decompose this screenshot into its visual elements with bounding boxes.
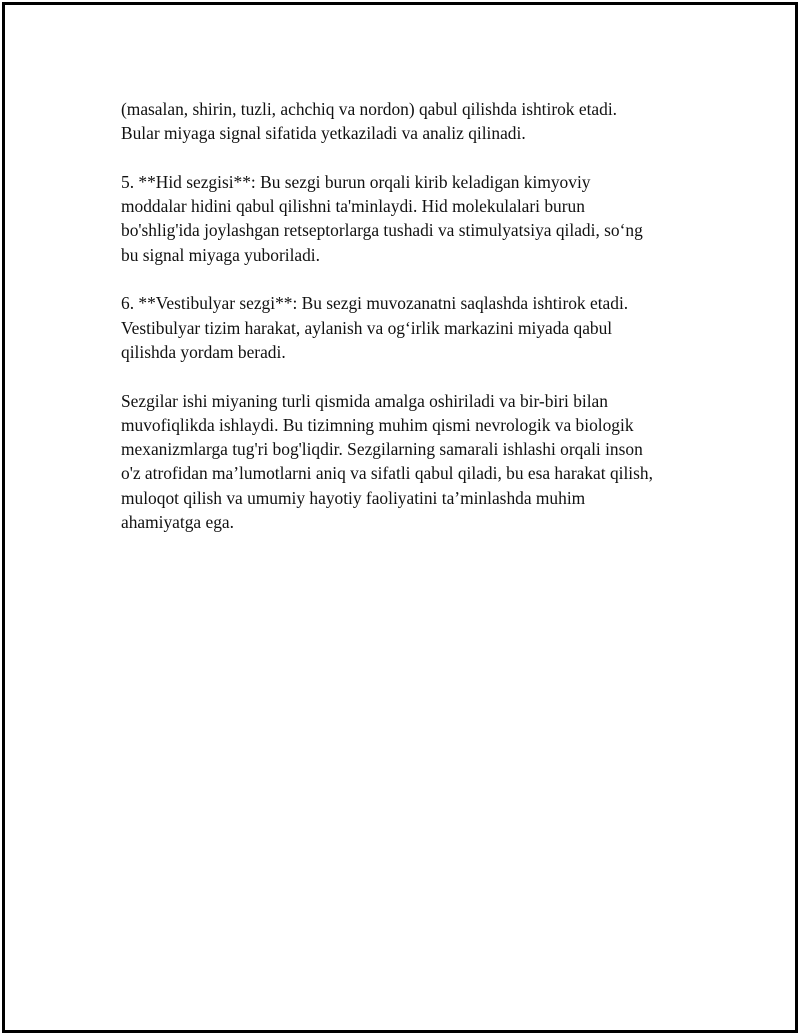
text-line: (masalan, shirin, tuzli, achchiq va nordon) qabul qilishda ishtirok etadi.	[121, 99, 617, 119]
text-line: Sezgilar ishi miyaning turli qismida amalga oshiriladi va bir-biri bilan	[121, 390, 608, 411]
text-line: qilishda yordam beradi.	[121, 341, 286, 362]
text-line: bu signal miyaga yuboriladi.	[121, 244, 320, 265]
page-border	[2, 2, 798, 1033]
text-line: Vestibulyar tizim harakat, aylanish va og‘irlik markazini miyada qabul	[121, 317, 613, 338]
text-line: moddalar hidini qabul qilishni ta'minlaydi. Hid molekulalari burun	[121, 196, 585, 217]
text-line: bo'shlig'ida joylashgan retseptorlarga tushadi va stimulyatsiya qiladi, so‘ng	[121, 220, 643, 241]
text-line: muloqot qilish va umumiy hayotiy faoliyatini ta’minlashda muhim	[121, 487, 586, 508]
text-line: ahamiyatga ega.	[121, 512, 234, 533]
text-line: 5. **Hid sezgisi**: Bu sezgi burun orqali kirib keladigan kimyoviy	[121, 171, 591, 192]
text-line: 6. **Vestibulyar sezgi**: Bu sezgi muvozanatni saqlashda ishtirok etadi.	[121, 293, 629, 314]
text-line: Bular miyaga signal sifatida yetkaziladi va analiz qilinadi.	[121, 123, 526, 144]
text-line: o'z atrofidan ma’lumotlarni aniq va sifatli qabul qiladi, bu esa harakat qilish,	[121, 463, 653, 484]
text-line: mexanizmlarga tug'ri bog'liqdir. Sezgilarning samarali ishlashi orqali inson	[121, 439, 643, 460]
text-line: muvofiqlikda ishlaydi. Bu tizimning muhim qismi nevrologik va biologik	[121, 414, 634, 435]
paragraph-taste-continued	[121, 97, 696, 146]
paragraph-conclusion	[121, 389, 696, 535]
paragraph-vestibular	[121, 291, 696, 364]
paragraph-smell	[121, 170, 696, 267]
document-body	[121, 97, 696, 559]
